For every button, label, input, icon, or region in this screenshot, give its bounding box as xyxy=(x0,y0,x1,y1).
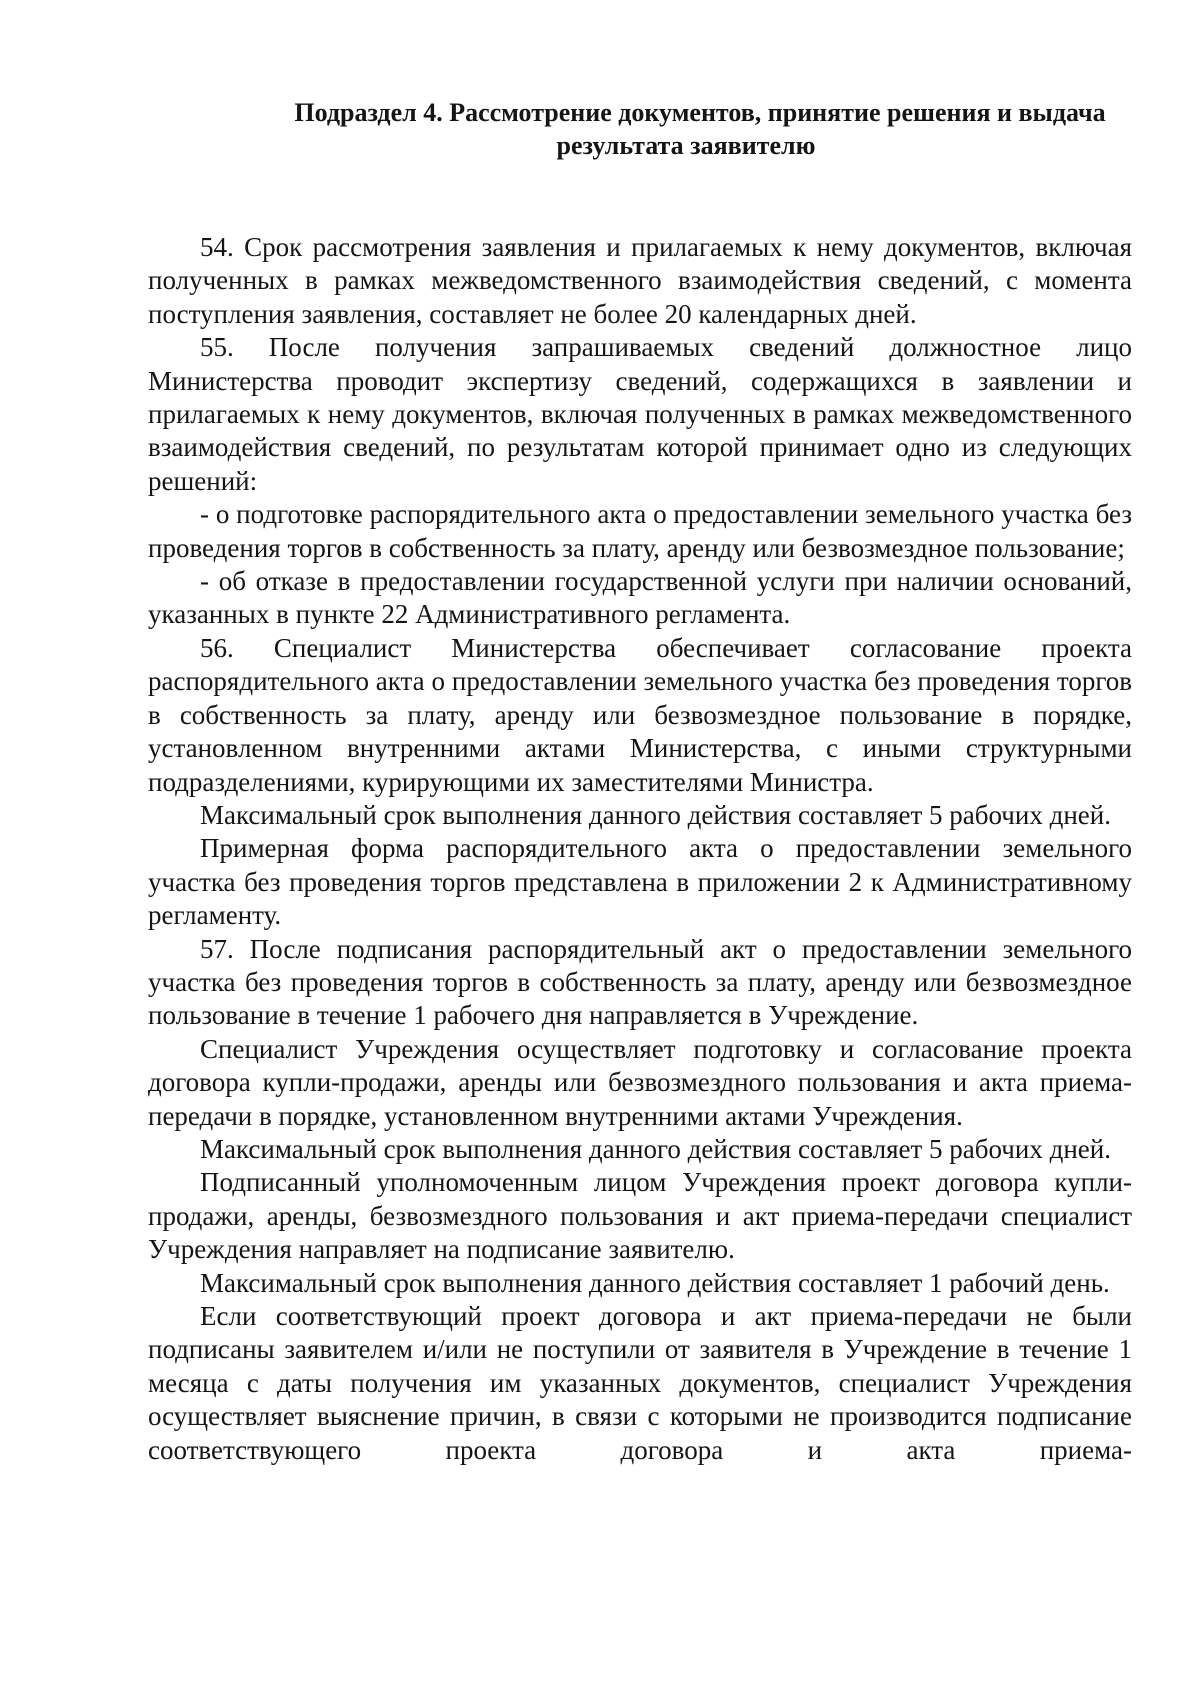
paragraph-deadline-1-day: Максимальный срок выполнения данного действия составляет 1 рабочий день. xyxy=(200,1267,1110,1298)
paragraph-unsigned-contract: Если соответствующий проект договора и акт приема-передачи не были подписаны заявителем и/или не поступили от заявителя в Учреждение в течение 1 месяца с даты получения им указанных документов, специалист Учреждения осуществляет выяснение причин, в связи с которыми не производится подписание соответствующего проекта договора и акта приема- xyxy=(148,1301,1132,1465)
paragraph-56: 56. Специалист Министерства обеспечивает согласование проекта распорядительного акта о предоставлении земельного участка без проведения торгов в собственность за плату, аренду или безвозмездное пользование в порядке, установленном внутренними актами Министерства, с иными структурными подразделениями, курирующими их заместителями Министра. xyxy=(148,632,1132,797)
paragraph-deadline-5-days-2: Максимальный срок выполнения данного действия составляет 5 рабочих дней. xyxy=(200,1133,1111,1164)
document-body xyxy=(148,231,1132,1467)
list-item-decision-refuse: - об отказе в предоставлении государственной услуги при наличии оснований, указанных в пункте 22 Административного регламента. xyxy=(148,566,1132,630)
paragraph-57: 57. После подписания распорядительный акт о предоставлении земельного участка без проведения торгов в собственность за плату, аренду или безвозмездное пользование в течение 1 рабочего дня направляется в Учреждение. xyxy=(148,933,1132,1031)
section-heading xyxy=(150,96,1150,162)
section-heading-line-1: Подраздел 4. Рассмотрение документов, принятие решения и выдача xyxy=(294,98,1106,127)
list-item-decision-grant: - о подготовке распорядительного акта о предоставлении земельного участка без проведения торгов в собственность за плату, аренду или безвозмездное пользование; xyxy=(148,499,1132,563)
paragraph-55: 55. После получения запрашиваемых сведений должностное лицо Министерства проводит экспертизу сведений, содержащихся в заявлении и прилагаемых к нему документов, включая полученных в рамках межведомственного взаимодействия сведений, по результатам которой принимает одно из следующих решений: xyxy=(148,332,1132,496)
section-heading-line-2: результата заявителю xyxy=(556,131,816,160)
paragraph-54: 54. Срок рассмотрения заявления и прилагаемых к нему документов, включая полученных в рамках межведомственного взаимодействия сведений, с момента поступления заявления, составляет не более 20 календарных дней. xyxy=(148,232,1132,329)
paragraph-institution-specialist: Специалист Учреждения осуществляет подготовку и согласование проекта договора купли-продажи, аренды или безвозмездного пользования и акта приема-передачи в порядке, установленном внутренними актами Учреждения. xyxy=(148,1033,1132,1131)
paragraph-deadline-5-days: Максимальный срок выполнения данного действия составляет 5 рабочих дней. xyxy=(200,799,1111,830)
paragraph-sample-form: Примерная форма распорядительного акта о предоставлении земельного участка без проведения торгов представлена в приложении 2 к Административному регламенту. xyxy=(148,833,1132,931)
paragraph-signed-contract: Подписанный уполномоченным лицом Учреждения проект договора купли-продажи, аренды, безвозмездного пользования и акт приема-передачи специалист Учреждения направляет на подписание заявителю. xyxy=(148,1167,1132,1265)
